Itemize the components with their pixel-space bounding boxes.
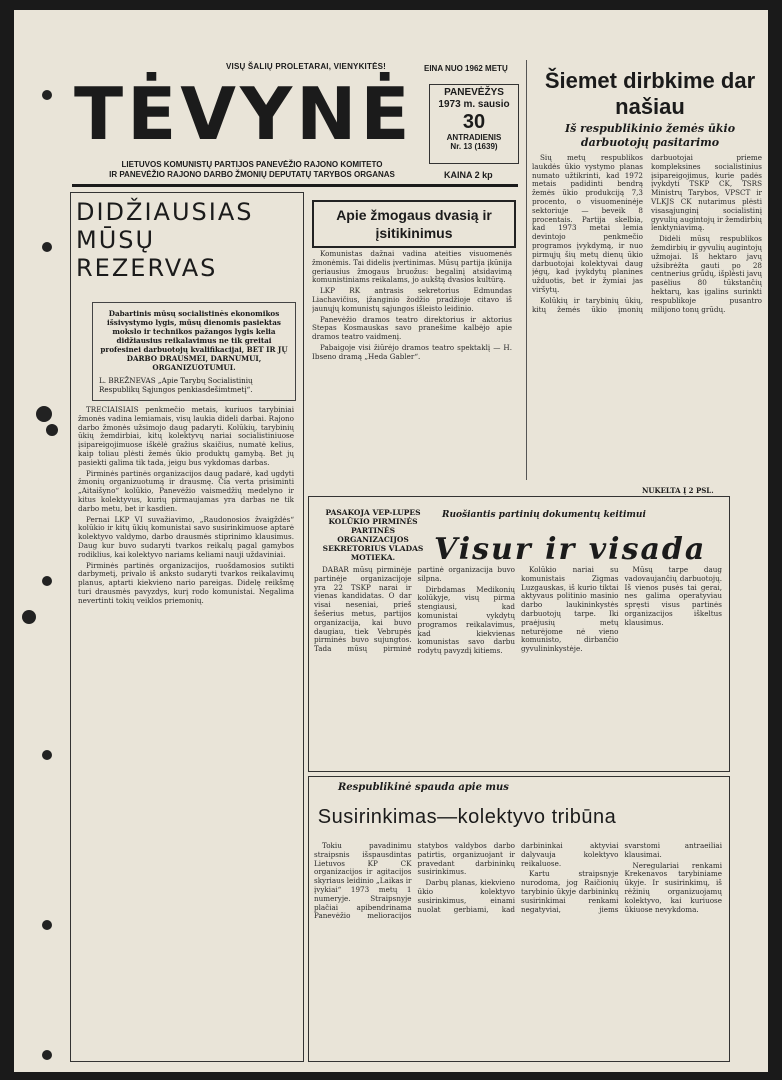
binder-hole <box>42 1050 52 1060</box>
binder-hole <box>22 610 36 624</box>
column-divider <box>526 60 527 480</box>
paragraph: Pernai LKP VI suvažiavimo, „Raudonosios žvaigždės“ kolūkio ir kitų ūkių komunistai savo susirinkimuose aptarė kolektyvo valdymo, darbo drausmės stiprinimo klausimus. Daug kur buvo sudaryti tvarkos reikalų pagal gamybos rodiklius, kai kolektyvo nariams keliami nauji uždaviniai. <box>78 514 294 559</box>
paragraph: Dirbdamas Medikonių kolūkyje, visų pirma stengiausi, kad komunistai vykdytų programos reikalavimus, kad kiekvienas komunistas savo darbu rodytų pavyzdį kitiems. <box>417 584 515 656</box>
respublikine-kicker: Respublikinė spauda apie mus <box>338 782 509 793</box>
visur-body <box>314 566 722 764</box>
quote-text: Dabartinis mūsų socialistinės ekonomikos išsivystymo lygis, mūsų dienomis pasiektas mokslo ir technikos pažangos lygis kelia didžiausius reikalavimus ne tik greitai profesinei darbuotojų kvalifikacijai, BET IR JŲ DARBO DRAUSMEI, DARNUMUI, ORGANIZUOTUMUI. <box>100 309 288 372</box>
paragraph: Pirminės partinės organizacijos, ruošdamosios sutikti darbymetį, privalo iš anksto sudaryti tvarkos reikalavimų planus, aptarti kiekvieno nario pareigas. Didelę reikšmę turi drausmės pavyzdys, kurį rodo komunistai. Negalima nevertinti tokių veiklos priemonių. <box>78 560 294 605</box>
paragraph: Komunistas dažnai vadina ateities visuomenės žmonėmis. Tai didelis įvertinimas. Mūsų partija įkūnija geriausius žmogaus bruožus: begalinį atsidavimą komunistiniams reikalams, jo aukštą dvasios kultūrą. <box>312 250 512 285</box>
respublikine-body <box>314 842 722 1054</box>
lead-article-body <box>78 406 294 1054</box>
paragraph: LKP RK antrasis sekretorius Edmundas Liachavičius, įžanginio žodžio pradžioje citavo iš jaunųjų komunistų sąjungos išleisto leidinio. <box>312 286 512 313</box>
continued-note: NUKELTA Į 2 PSL. <box>642 486 714 495</box>
paragraph: Kolūkių ir tarybinių ūkių, kitų žemės ūkio įmonių darbuotojai prieme kompleksines socialistinius įsipareigojimus, kurie padės įvykdyti TSKP CK, TSRS Ministrų Tarybos, VPSCT ir VLKJS CK nutarimus plėsti visasąjunginį socialistinį gyvulių augintojų ir žemdirbių lenktyniavimą. <box>532 154 762 314</box>
publisher-line: LIETUVOS KOMUNISTŲ PARTIJOS PANEVĖŽIO RAJONO KOMITETO <box>121 160 383 169</box>
top-right-body <box>532 154 762 474</box>
motto: VISŲ ŠALIŲ PROLETARAI, VIENYKITĖS! <box>226 62 386 71</box>
visur-teller: PASAKOJA VEP-LUPES KOLŪKIO PIRMINĖS PARTINĖS ORGANIZACIJOS SEKRETORIUS VLADAS MOTIEKA. <box>322 508 424 562</box>
date-box <box>429 84 519 164</box>
paragraph: Neregulariai renkami Krekenavos tarybiniame ūkyje. Ir susirinkimų, iš rėžinių organizuojamų kolektyvo, kai kuriuose ūkiuose nevykdoma. <box>624 860 722 914</box>
masthead-title: TĖVYNĖ <box>74 72 414 156</box>
top-right-subhead: Iš respublikinio žemės ūkio darbuotojų pasitarimo <box>564 122 736 149</box>
binder-hole <box>46 424 58 436</box>
binder-hole <box>42 576 52 586</box>
quote-author: L. BREŽNEVAS „Apie Tarybų Socialistinių Respublikų Sąjungos penkiasdešimtmetį“. <box>99 376 253 394</box>
paragraph: Didėli mūsų respublikos žemdirbių ir gyvulių augintojų užmojai. Iš hektaro javų užsibrėžta gauti po 28 centnerius grūdų, išplėsti javų pasėlius 80 tūkstančių hektarų, kas įgalins surinkti respublikoje pusantro milijono tonų grūdų. <box>651 234 762 314</box>
apie-headline: Apie žmogaus dvasią ir įsitikinimus <box>312 200 516 248</box>
paragraph: Tokiu pavadinimu straipsnis išspausdintas Lietuvos KP CK organizacijos ir agitacijos skyriaus leidinio „Laikas ir įvykiai“ 1973 metų 1 numeryje. Straipsnyje plačiai apibendrinama Panevėžio melioracijos statybos valdybos darbo patirtis, organizuojant ir pravedant darbininkų susirinkimus. <box>314 842 515 921</box>
masthead-rule <box>72 184 518 187</box>
city-date: PANEVĖŽYS 1973 m. sausio <box>438 87 510 110</box>
paragraph: DABAR mūsų pirminėje partinėje organizacijoje yra 22 TSKP narai ir vienas kandidatas. O dar visai neseniai, prieš šešerius metus, partijos organizacija, kai buvo daugiau, tiek Vebrupės pirminės buvo sujungtos. Tada mūsų pirminė partinė organizacija buvo silpna. <box>314 566 515 654</box>
visur-kicker: Ruošiantis partinių dokumentų keitimui <box>442 510 646 520</box>
paragraph: Panevėžio dramos teatro direktorius ir aktorius Stepas Kosmauskas savo pranešime kalbėjo apie dramos teatro vaidmenį. <box>312 314 512 342</box>
top-right-headline: Šiemet dirbkime dar našiau <box>544 68 756 119</box>
newspaper-page <box>14 10 768 1072</box>
paragraph: Kolūkio nariai su komunistais Zigmas Luzgauskas, iš kurio tiktai aktyvaus politinio masinio darbo laukininkystės darbuotojų tarpe. Iki praėjusių metų neturėjome nė vieno komunisto, dirbančio gyvulininkystėje. <box>521 566 619 654</box>
binder-hole <box>42 90 52 100</box>
lead-article-headline: DIDŽIAUSIAS MŪSŲ REZERVAS <box>76 198 254 282</box>
price: KAINA 2 kp <box>444 170 493 180</box>
apie-body <box>312 250 512 480</box>
publisher-line: IR PANEVĖŽIO RAJONO DARBO ŽMONIŲ DEPUTATŲ TARYBOS ORGANAS <box>109 170 395 179</box>
paragraph: Mūsų tarpe daug vadovaujančių darbuotojų. Iš vienos pusės tai gerai, nes galima operatyviau spręsti visus partinės organizacijos iškeltus klausimus. <box>624 566 722 627</box>
respublikine-headline: Susirinkimas—kolektyvo tribūna <box>317 806 617 828</box>
paragraph: Šių metų respublikos laukdės ūkio vystymo planas numato užtikrinti, kad 1972 metais padidinti bendrą žemės ūkio produkciją 7,3 procento, o visuomeninėje sektoriuje — beveik 8 procentais. Partija skelbia, kad 1973 metai lemia devintojo penkmečio programos įvykdymą, ir nuo pirmųjų šių metų dienų ūkio darbuotojai kolektyvai daug jėgų, kad įvykdytų planines užduotis, bet ir žymiai jas viršytų. <box>532 154 643 294</box>
binder-hole <box>42 920 52 930</box>
publisher-block <box>72 160 432 180</box>
paragraph: TREČIAISIAIS penkmečio metais, kuriuos tarybiniai žmonės vadina lemiamais, visų laukia dideli darbai. Rajono darbo žmonės užsimojo daug padaryti. Kolūkių, tarybinių ūkių žemdirbiai, kitų kolektyvų nariai socialistiniuose įsipareigojimuose iškėlė gražius skaičius, numatė kelius, kaip toliau plėsti žemės ūkio produktų gamybą. Bet jų pasiekti galima tik tada, jeigu bus vykdomas darbas. <box>78 406 294 467</box>
issue-number: Nr. 13 (1639) <box>450 142 498 151</box>
day-number: 30 <box>462 111 486 133</box>
paragraph: Pirminės partinės organizacijos daug padarė, kad ugdyti žmonių organizuotumą ir drausmę. Čia verta prisiminti „Aitaišyno“ kolūkio, Panevėžio vaismedžių medelyno ir kitus kolektyvus, kurių pirmaujamas yra darbas ne tik darbo metu, bet ir kasdien. <box>78 468 294 513</box>
binder-hole <box>42 242 52 252</box>
paragraph: Kartu straipsnyje nurodoma, jog Raičionių tarybinio ūkyje darbininkų susirinkimai renkami negatyviai, jiems svarstomi antraeiliai klausimai. <box>521 842 722 914</box>
paragraph: Darbų planas, kiekvieno ūkio kolektyvo susirinkimus, einami nuolat gerbiami, kad darbininkai aktyviai dalyvauja kolektyvo reikaluose. <box>417 842 619 914</box>
weekday: ANTRADIENIS <box>446 133 502 142</box>
visur-headline: Visur ir visada <box>434 532 707 567</box>
paragraph: Pabaigoje visi žiūrėjo dramos teatro spektaklį — H. Ibseno dramą „Heda Gabler“. <box>312 342 512 361</box>
binder-hole <box>42 750 52 760</box>
lead-article-quote <box>92 302 296 401</box>
since-line: EINA NUO 1962 METŲ <box>424 64 508 73</box>
binder-hole <box>36 406 52 422</box>
